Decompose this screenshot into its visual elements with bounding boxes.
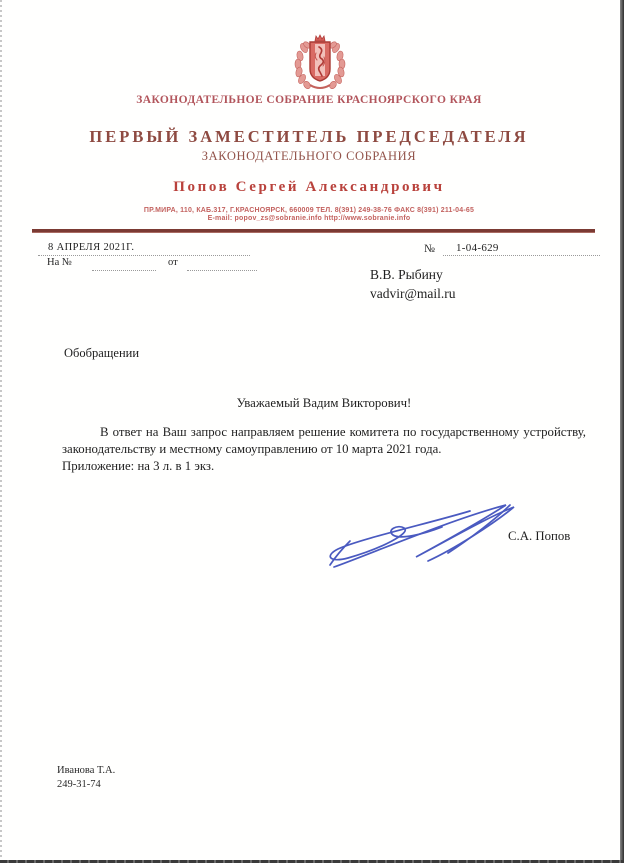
attachment-note: Приложение: на 3 л. в 1 экз.	[62, 459, 215, 473]
recipient-block	[370, 265, 456, 303]
recipient-email: vadvir@mail.ru	[370, 286, 456, 301]
recipient-name: В.В. Рыбину	[370, 267, 443, 282]
org-name: ЗАКОНОДАТЕЛЬНОЕ СОБРАНИЕ КРАСНОЯРСКОГО КРАЯ	[136, 94, 482, 106]
scan-edge-right	[620, 0, 624, 863]
reply-number-blank	[92, 257, 156, 271]
official-name: Попов Сергей Александрович	[173, 179, 445, 195]
wreath-right	[328, 41, 345, 90]
contact-address-line: ПР.МИРА, 110, КАБ.317, Г.КРАСНОЯРСК, 660009 ТЕЛ. 8(391) 249-38-76 ФАКС 8(391) 211-04-65	[143, 207, 475, 214]
wreath-left	[295, 41, 312, 90]
letterhead-rule	[32, 229, 595, 233]
post-subtitle: ЗАКОНОДАТЕЛЬНОГО СОБРАНИЯ	[201, 149, 417, 163]
reply-date-blank	[187, 257, 257, 271]
contact-email-line: E-mail: popov_zs@sobranie.info http://www.sobranie.info	[207, 215, 411, 222]
post-title: ПЕРВЫЙ ЗАМЕСТИТЕЛЬ ПРЕДСЕДАТЕЛЯ	[89, 127, 529, 146]
executor-phone: 249-31-74	[57, 778, 101, 790]
subject-line: Обобращении	[64, 346, 140, 360]
salutation: Уважаемый Вадим Викторович!	[236, 396, 412, 410]
number-label: №	[424, 243, 435, 255]
reply-from-label: от	[168, 257, 178, 268]
executor-block	[57, 764, 115, 791]
letter-number: 1-04-629	[443, 242, 600, 256]
reply-to-label: На №	[47, 257, 72, 268]
ribbon	[310, 85, 330, 88]
body-paragraph: В ответ на Ваш запрос направляем решение комитета по государственному устройству, законодательству и местному самоуправлению от 10 марта 2021 года.	[62, 425, 586, 456]
executor-name: Иванова Т.А.	[57, 765, 116, 776]
signer-name: С.А. Попов	[508, 529, 571, 543]
coat-of-arms-icon	[291, 33, 349, 93]
crown	[315, 35, 325, 41]
letter-date: 8 АПРЕЛЯ 2021Г.	[38, 242, 250, 256]
handwritten-signature	[320, 497, 535, 575]
